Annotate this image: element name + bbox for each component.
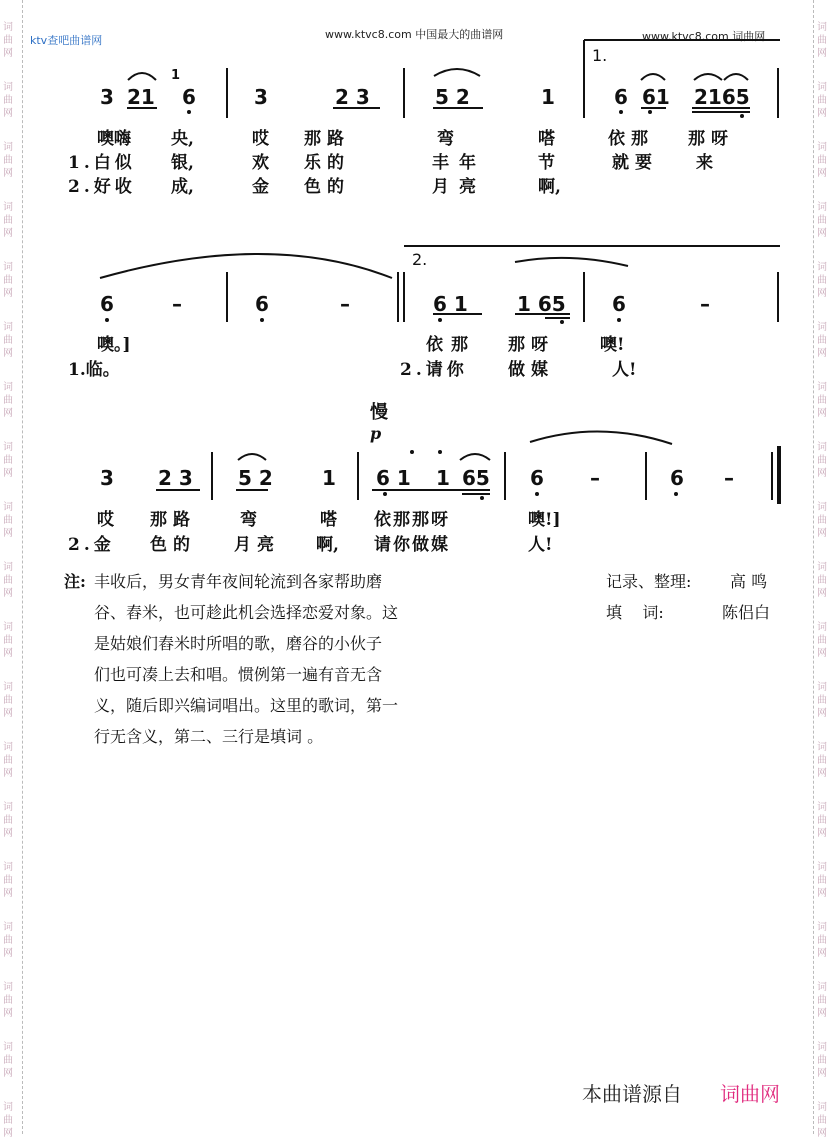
watermark-char: 词	[3, 82, 13, 93]
watermark-char: 词	[3, 862, 13, 873]
note-text	[94, 566, 398, 752]
watermark-char: 网	[817, 1128, 827, 1139]
lyric: 成,	[171, 177, 194, 197]
volta-1: 1.	[592, 46, 608, 65]
watermark-char: 网	[3, 528, 13, 539]
watermark-char: 词	[817, 202, 827, 213]
watermark-char: 词	[3, 742, 13, 753]
note: 2165	[694, 85, 750, 109]
note: –	[724, 466, 734, 490]
watermark-char: 曲	[817, 995, 827, 1006]
note: 6	[612, 292, 626, 316]
watermark-char: 曲	[817, 1115, 827, 1126]
footer-source-text: 本曲谱源自	[582, 1082, 682, 1106]
watermark-char: 曲	[817, 635, 827, 646]
watermark-char: 曲	[3, 875, 13, 886]
watermark-char: 网	[3, 168, 13, 179]
watermark-char: 词	[817, 442, 827, 453]
lyric: 乐的	[304, 153, 350, 173]
lyric: 做媒	[508, 360, 554, 380]
watermark-char: 词	[3, 1102, 13, 1113]
lyric: 弯	[437, 129, 454, 149]
note: 2 3	[158, 466, 193, 490]
watermark-char: 词	[817, 622, 827, 633]
watermark-char: 网	[3, 468, 13, 479]
note: 6	[255, 292, 269, 316]
lyric: 色的	[304, 177, 350, 197]
watermark-char: 词	[3, 262, 13, 273]
lyric: 节	[538, 153, 555, 173]
credit-role-recorder: 记录、整理:	[606, 572, 692, 591]
note: –	[700, 292, 710, 316]
watermark-char: 词	[3, 622, 13, 633]
note-line: 丰收后，男女青年夜间轮流到各家帮助磨	[94, 572, 383, 591]
note: 5 2	[435, 85, 470, 109]
lyric: 月亮	[432, 177, 486, 197]
note: 6	[670, 466, 684, 490]
watermark-char: 网	[3, 588, 13, 599]
note-line: 是姑娘们舂米时所唱的歌，磨谷的小伙子	[94, 634, 383, 653]
watermark-char: 网	[3, 48, 13, 59]
watermark-char: 词	[3, 202, 13, 213]
watermark-char: 词	[3, 682, 13, 693]
lyric: 来	[696, 153, 713, 173]
footer-brand-link[interactable]: 词曲网	[720, 1082, 780, 1106]
note: 3	[100, 85, 114, 109]
lyric: 丰年	[432, 153, 486, 173]
watermark-char: 词	[817, 502, 827, 513]
lyric: 就要	[612, 153, 658, 173]
watermark-char: 网	[817, 588, 827, 599]
watermark-char: 曲	[3, 1115, 13, 1126]
watermark-char: 网	[817, 1068, 827, 1079]
watermark-char: 网	[817, 228, 827, 239]
lyric: 金	[252, 177, 269, 197]
watermark-char: 词	[3, 442, 13, 453]
watermark-char: 曲	[817, 515, 827, 526]
note: 3	[254, 85, 268, 109]
watermark-char: 曲	[817, 275, 827, 286]
watermark-char: 曲	[817, 1055, 827, 1066]
note: –	[340, 292, 350, 316]
watermark-char: 曲	[3, 95, 13, 106]
note: 6	[182, 85, 196, 109]
watermark-char: 曲	[3, 995, 13, 1006]
lyric: 啊,	[316, 535, 339, 555]
lyric: 2.请你	[400, 360, 468, 380]
watermark-char: 曲	[817, 395, 827, 406]
watermark-char: 网	[3, 648, 13, 659]
watermark-char: 词	[3, 382, 13, 393]
lyric: 噢!	[600, 335, 625, 355]
lyric: 那呀	[508, 335, 554, 355]
watermark-char: 网	[817, 468, 827, 479]
watermark-char: 网	[3, 348, 13, 359]
watermark-char: 词	[3, 562, 13, 573]
watermark-char: 网	[817, 828, 827, 839]
watermark-char: 网	[817, 348, 827, 359]
watermark-char: 词	[3, 502, 13, 513]
watermark-char: 网	[3, 408, 13, 419]
watermark-char: 曲	[3, 155, 13, 166]
lyric: 2.好收	[68, 177, 136, 197]
watermark-char: 网	[3, 948, 13, 959]
note: 61	[642, 85, 670, 109]
watermark-char: 曲	[3, 635, 13, 646]
lyric: 啊,	[538, 177, 561, 197]
watermark-char: 网	[817, 408, 827, 419]
watermark-char: 词	[817, 922, 827, 933]
note: 1 65	[517, 292, 566, 316]
watermark-char: 词	[3, 982, 13, 993]
lyric: 欢	[252, 153, 269, 173]
watermark-char: 曲	[817, 815, 827, 826]
volta-2: 2.	[412, 250, 428, 269]
watermark-char: 曲	[817, 95, 827, 106]
watermark-char: 词	[817, 22, 827, 33]
watermark-char: 网	[3, 1128, 13, 1139]
note: 6 1	[376, 466, 411, 490]
lyric: 人!	[612, 360, 637, 380]
watermark-char: 词	[817, 982, 827, 993]
watermark-char: 曲	[3, 575, 13, 586]
watermark-char: 曲	[817, 875, 827, 886]
note: 1	[322, 466, 336, 490]
lyric: 那呀	[688, 129, 734, 149]
watermark-char: 词	[3, 22, 13, 33]
watermark-char: 曲	[3, 515, 13, 526]
watermark-char: 网	[3, 1068, 13, 1079]
watermark-char: 网	[817, 288, 827, 299]
watermark-char: 网	[3, 288, 13, 299]
watermark-char: 曲	[3, 695, 13, 706]
note-line: 义，随后即兴编词唱出。这里的歌词，第一	[94, 696, 399, 715]
watermark-char: 曲	[817, 35, 827, 46]
lyric: 哎	[252, 129, 269, 149]
watermark-char: 词	[817, 742, 827, 753]
lyric: 1.临。	[68, 360, 120, 380]
watermark-char: 网	[3, 888, 13, 899]
lyric: 央,	[171, 129, 194, 149]
credit-role-lyricist: 填 词:	[606, 603, 664, 622]
watermark-char: 网	[817, 768, 827, 779]
lyric: 2.金	[68, 535, 115, 555]
watermark-char: 词	[817, 322, 827, 333]
lyric: 哎	[97, 510, 114, 530]
lyric: 嗒	[538, 129, 555, 149]
note: 6	[530, 466, 544, 490]
lyric: 银,	[171, 153, 194, 173]
grace-note: 1	[171, 68, 181, 83]
watermark-char: 网	[817, 108, 827, 119]
note: 5 2	[238, 466, 273, 490]
note: 1	[436, 466, 450, 490]
watermark-char: 网	[817, 1008, 827, 1019]
note: 3	[100, 466, 114, 490]
watermark-char: 网	[817, 948, 827, 959]
watermark-char: 网	[3, 228, 13, 239]
note: 1	[541, 85, 555, 109]
watermark-char: 词	[817, 1102, 827, 1113]
lyric: 依那那呀	[374, 510, 450, 530]
lyric: 色的	[150, 535, 196, 555]
note: 6	[614, 85, 628, 109]
watermark-char: 词	[3, 802, 13, 813]
note: 2 3	[335, 85, 370, 109]
lyric: 人!	[528, 535, 553, 555]
watermark-char: 词	[3, 1042, 13, 1053]
note: –	[590, 466, 600, 490]
header-center-site[interactable]: www.ktvc8.com 中国最大的曲谱网	[325, 28, 504, 41]
watermark-char: 词	[3, 142, 13, 153]
header-right-site[interactable]: www.ktvc8.com 词曲网	[642, 30, 766, 43]
lyric: 噢!]	[528, 510, 561, 530]
watermark-char: 网	[3, 768, 13, 779]
watermark-char: 曲	[817, 335, 827, 346]
lyric: 依那	[426, 335, 476, 355]
lyric: 月亮	[234, 535, 280, 555]
watermark-char: 曲	[3, 1055, 13, 1066]
watermark-char: 曲	[3, 35, 13, 46]
watermark-char: 曲	[3, 755, 13, 766]
watermark-char: 词	[817, 262, 827, 273]
watermark-char: 曲	[3, 275, 13, 286]
watermark-char: 曲	[3, 335, 13, 346]
note-label: 注:	[64, 572, 86, 591]
lyric: 那路	[150, 510, 196, 530]
lyric: 噢。]	[97, 335, 131, 355]
dynamic-mark: p	[370, 424, 382, 443]
watermark-char: 曲	[817, 695, 827, 706]
watermark-char: 网	[3, 108, 13, 119]
note-line: 们也可凑上去和唱。惯例第一遍有音无含	[94, 665, 383, 684]
watermark-char: 词	[817, 802, 827, 813]
credit-name-lyricist: 陈侣白	[722, 603, 771, 622]
watermark-char: 网	[817, 708, 827, 719]
watermark-char: 曲	[3, 215, 13, 226]
lyric: 依那	[608, 129, 654, 149]
watermark-char: 曲	[3, 935, 13, 946]
watermark-char: 词	[3, 322, 13, 333]
watermark-char: 曲	[817, 455, 827, 466]
note: 6 1	[433, 292, 468, 316]
lyric: 那路	[304, 129, 350, 149]
lyric: 1.白似	[68, 153, 136, 173]
note-line: 行无含义，第二、三行是填词 。	[94, 727, 324, 746]
watermark-char: 网	[817, 528, 827, 539]
watermark-char: 词	[817, 1042, 827, 1053]
watermark-char: 词	[817, 562, 827, 573]
watermark-char: 网	[3, 708, 13, 719]
watermark-char: 网	[817, 888, 827, 899]
tempo-mark: 慢	[370, 402, 388, 423]
lyric: 噢嗨	[97, 129, 131, 149]
watermark-char: 词	[817, 682, 827, 693]
note: 65	[462, 466, 490, 490]
watermark-char: 曲	[817, 755, 827, 766]
watermark-char: 曲	[3, 395, 13, 406]
watermark-char: 曲	[3, 815, 13, 826]
lyric: 弯	[240, 510, 257, 530]
watermark-char: 曲	[817, 215, 827, 226]
watermark-char: 曲	[3, 455, 13, 466]
watermark-char: 词	[817, 82, 827, 93]
watermark-char: 曲	[817, 155, 827, 166]
watermark-char: 曲	[817, 935, 827, 946]
watermark-char: 词	[817, 142, 827, 153]
header-left-site[interactable]: ktv查吧曲谱网	[30, 34, 103, 47]
watermark-char: 网	[817, 168, 827, 179]
lyric: 嗒	[320, 510, 337, 530]
watermark-char: 网	[3, 828, 13, 839]
watermark-char: 网	[817, 48, 827, 59]
watermark-char: 词	[817, 862, 827, 873]
watermark-char: 网	[817, 648, 827, 659]
lyric: 请你做媒	[374, 535, 450, 555]
note-line: 谷、舂米，也可趁此机会选择恋爱对象。这	[94, 603, 399, 622]
note: 6	[100, 292, 114, 316]
watermark-char: 词	[3, 922, 13, 933]
watermark-char: 词	[817, 382, 827, 393]
watermark-char: 曲	[817, 575, 827, 586]
note: –	[172, 292, 182, 316]
watermark-char: 网	[3, 1008, 13, 1019]
credit-name-recorder: 高 鸣	[730, 572, 768, 591]
note: 21	[127, 85, 155, 109]
